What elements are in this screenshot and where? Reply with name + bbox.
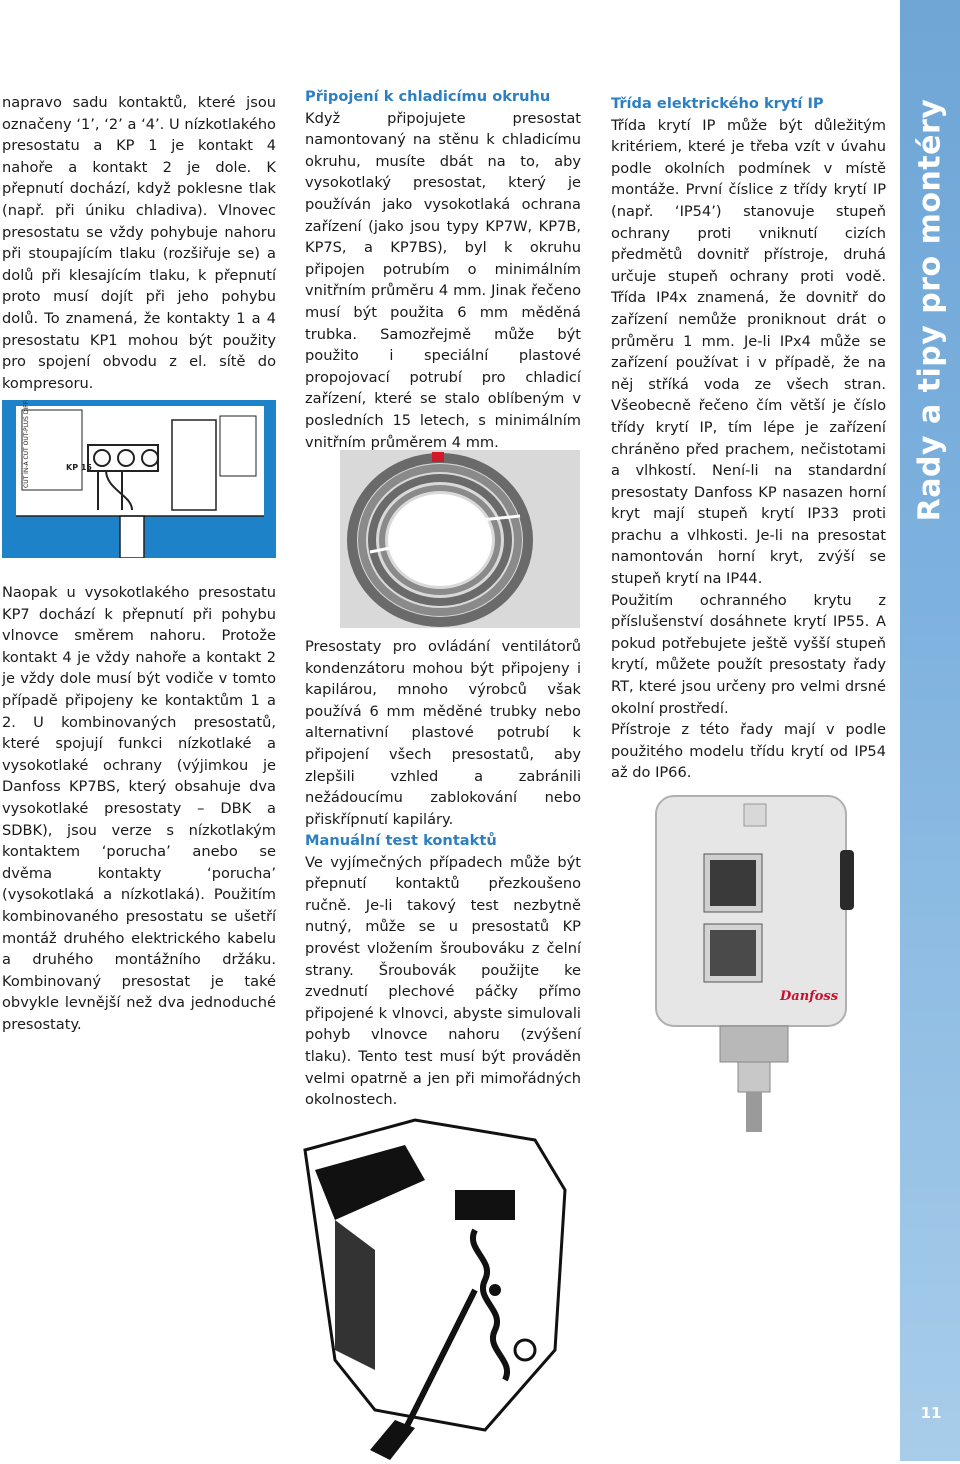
paragraph: Presostaty pro ovládání ventilátorů kondenzátoru mohou být připojeny i kapilárou, mnoho výrobců však používá 6 mm měděné trubky nebo alternativní plastové potrubí k připojení všech presostatů, aby zlepšili vzhled a zabránili nežádoucímu zablokování nebo přiskřípnutí kapiláry. (305, 638, 581, 828)
page-number: 11 (920, 1404, 942, 1422)
paragraph: Když připojujete presostat namontovaný na stěnu k chladicímu okruhu, musíte dbát na to, aby vysokotlaký presostat, který je používán jako vysokotlaká ochrana zařízení (jako jsou typy KP7W, KP7B, KP7S, a KP7BS), byl k okruhu připojen potrubím o minimálním vnitřním průměru 4 mm. Jinak řečeno musí být použita 6 mm měděná trubka. Samozřejmě může být použito i speciální plastové propojovací potrubí pro chladicí zařízení, které se stalo oblíbeným v posledních 15 letech, s minimálním vnitřním průměrem 4 mm. (305, 109, 581, 451)
tubing-coil-figure (340, 450, 580, 628)
column-middle-middle (305, 636, 581, 830)
section-heading: Třída elektrického krytí IP (611, 95, 824, 112)
tubing-coil-image (340, 450, 580, 628)
diagram-label: CUT IN-A CUT OUT-PLUS DIFFERENTIAL (23, 400, 30, 488)
column-left-bottom (2, 582, 276, 1035)
column-middle-top (305, 86, 581, 453)
column-left-top (2, 92, 276, 394)
column-right (611, 93, 886, 784)
pressure-switch-photo (650, 790, 865, 1135)
paragraph: Ve vyjímečných případech může být přepnutí kontaktů přezkoušeno ručně. Je-li takový test nezbytně nutný, může se u presostatů KP provést vložením šroubováku z čelní strany. Šroubovák použijte ke zvednutí plechové páčky přímo připojené k vlnovci, abyste simulovali pohyb vlnovce nahoru (zvýšení tlaku). Tento test musí být prováděn velmi opatrně a jen při mimořádných okolnostech. (305, 853, 581, 1109)
paragraph: Naopak u vysokotlakého presostatu KP7 dochází k přepnutí při pohybu vlnovce směrem nahoru. Protože kontakt 4 je vždy nahoře a kontakt 2 je vždy dole musí být vodiče v tomto případě připojeny ke kontaktům 1 a 2. U kombinovaných presostatů, které spojují funkci nízkotlaké a vysokotlaké ochrany (výjimkou je Danfoss KP7BS, který obsahuje dva vysokotlaké presostaty – DBK a SDBK), jsou verze s nízkotlakým kontaktem ‘porucha’ anebo se dvěma kontakty ‘porucha’ (vysokotlaká a nízkotlaká). Použitím kombinovaného presostatu se ušetří montáž druhého elektrického kabelu a druhého montážního držáku. Kombinovaný presostat je také obvykle levnější než dva jednoduché presostaty. (2, 584, 276, 1033)
manual-test-illustration (295, 1110, 615, 1460)
manual-test-image (295, 1110, 615, 1460)
paragraph: Použitím ochranného krytu z příslušenství dosáhnete krytí IP55. A pokud potřebujete ještě vyšší stupeň krytí, můžete použít presostaty řady RT, které jsou určeny pro velmi drsné okolní prostředí. (611, 591, 886, 717)
brand-logo: Danfoss (780, 989, 839, 1004)
wiring-diagram (2, 400, 276, 558)
wiring-diagram-figure (2, 400, 276, 558)
paragraph: napravo sadu kontaktů, které jsou označeny ‘1’, ‘2’ a ‘4’. U nízkotlakého presostatu a KP 1 je kontakt 4 nahoře a kontakt 2 je dole. K přepnutí dochází, když poklesne tlak (např. při úniku chladiva). Vlnovec presostatu se vždy pohybuje nahoru při stoupajícím tlaku (rozšiřuje se) a dolů při klesajícím tlaku, k přepnutí proto musí dojít při jeho pohybu dolů. To znamená, že kontakty 1 a 4 presostatu KP1 mohou být použity pro spojení obvodu z el. sítě do kompresoru. (2, 94, 276, 392)
section-heading: Připojení k chladicímu okruhu (305, 88, 551, 105)
column-middle-bottom (305, 830, 581, 1111)
sidebar-title: Rady a tipy pro montéry (912, 98, 948, 522)
paragraph: Třída krytí IP může být důležitým kritériem, které je třeba vzít v úvahu podle okolních podmínek v místě montáže. První číslice z třídy krytí IP (např. ‘IP54’) stanovuje stupeň ochrany proti vniknutí cizích předmětů dovnitř přístroje, druhá určuje stupeň ochrany proti vodě. Třída IP4x znamená, že dovnitř do zařízení nemůže proniknout drát o průměru 1 mm. Je-li IPx4 může se zařízení používat i v případě, že na něj stříká voda ze všech stran. Všeobecně řečeno čím větší je číslo třídy krytí IP, tím lépe je zařízení chráněno před prachem, nečistotami a vlhkostí. Není-li na standardní presostaty Danfoss KP nasazen horní kryt mají stupeň krytí IP33 proti prachu a vlhkosti. Je-li na presostat namontován horní kryt, zvýší se stupeň krytí na IP44. (611, 116, 886, 588)
diagram-model-label: KP 15 (66, 463, 92, 472)
section-heading: Manuální test kontaktů (305, 832, 497, 849)
paragraph: Přístroje z této řady mají v podle použitého modelu třídu krytí od IP54 až do IP66. (611, 721, 886, 782)
pressure-switch-image (650, 790, 865, 1135)
